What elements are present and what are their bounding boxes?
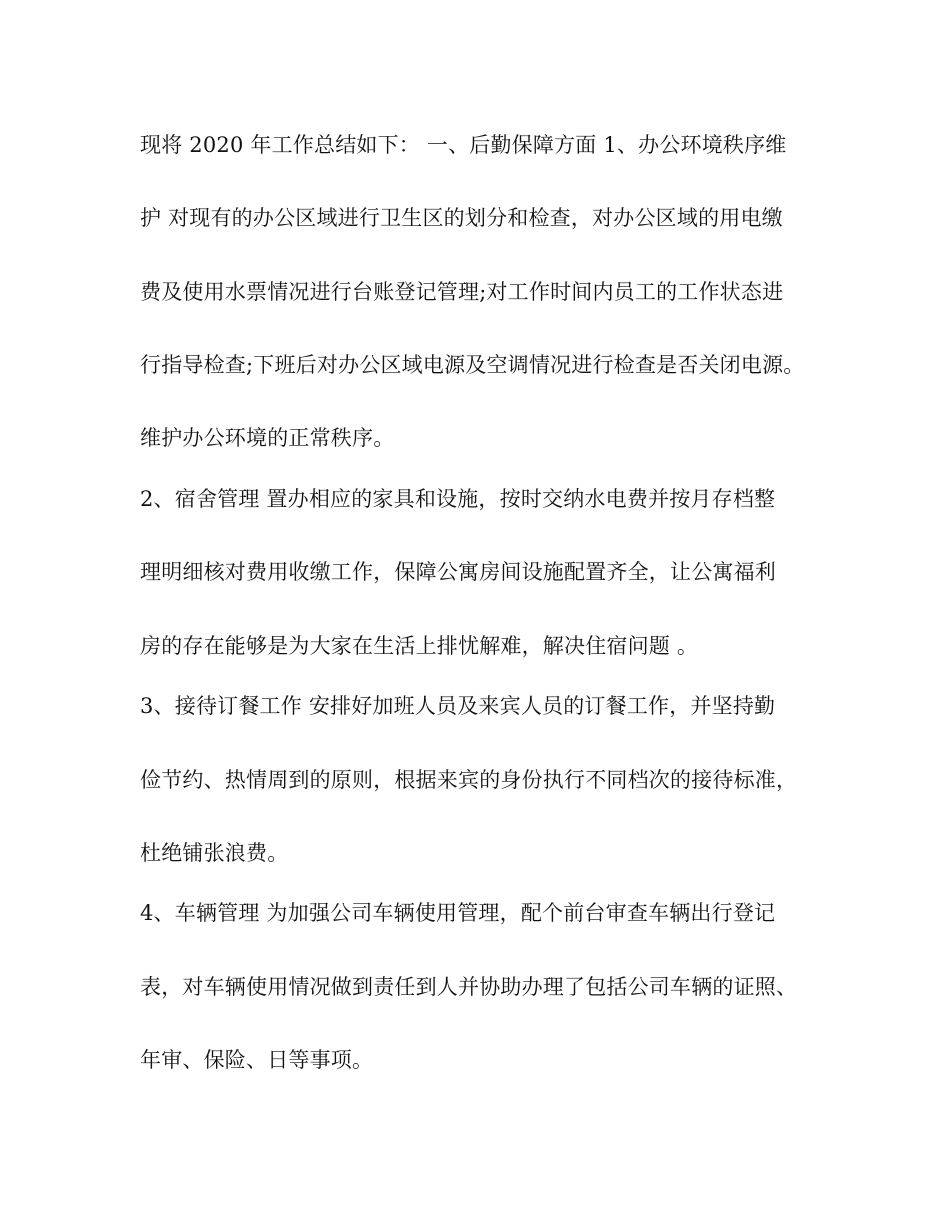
text-line: 4、车辆管理 为加强公司车辆使用管理，配个前台审查车辆出行登记 — [140, 901, 776, 925]
text-line: 年审、保险、日等事项。 — [140, 1048, 374, 1072]
text-line: 理明细核对费用收缴工作，保障公寓房间设施配置齐全，让公寓福利 — [140, 560, 776, 584]
text-line: 2、宿舍管理 置办相应的家具和设施，按时交纳水电费并按月存档整 — [140, 487, 776, 511]
text-line: 行指导检查;下班后对办公区域电源及空调情况进行检查是否关闭电源。 — [140, 353, 805, 377]
text-line: 俭节约、热情周到的原则，根据来宾的身份执行不同档次的接待标准， — [140, 768, 798, 792]
text-line: 现将 2020 年工作总结如下： 一、后勤保障方面 1、办公环境秩序维 — [140, 133, 787, 157]
text-line: 杜绝铺张浪费。 — [140, 841, 289, 865]
text-line: 护 对现有的办公区域进行卫生区的划分和检查，对办公区域的用电缴 — [140, 206, 783, 230]
text-line: 维护办公环境的正常秩序。 — [140, 426, 395, 450]
text-line: 房的存在能够是为大家在生活上排忧解难，解决住宿问题 。 — [140, 634, 699, 658]
text-line: 表，对车辆使用情况做到责任到人并协助办理了包括公司车辆的证照、 — [140, 975, 798, 999]
text-line: 费及使用水票情况进行台账登记管理;对工作时间内员工的工作状态进 — [140, 280, 784, 304]
text-line: 3、接待订餐工作 安排好加班人员及来宾人员的订餐工作，并坚持勤 — [140, 694, 776, 718]
